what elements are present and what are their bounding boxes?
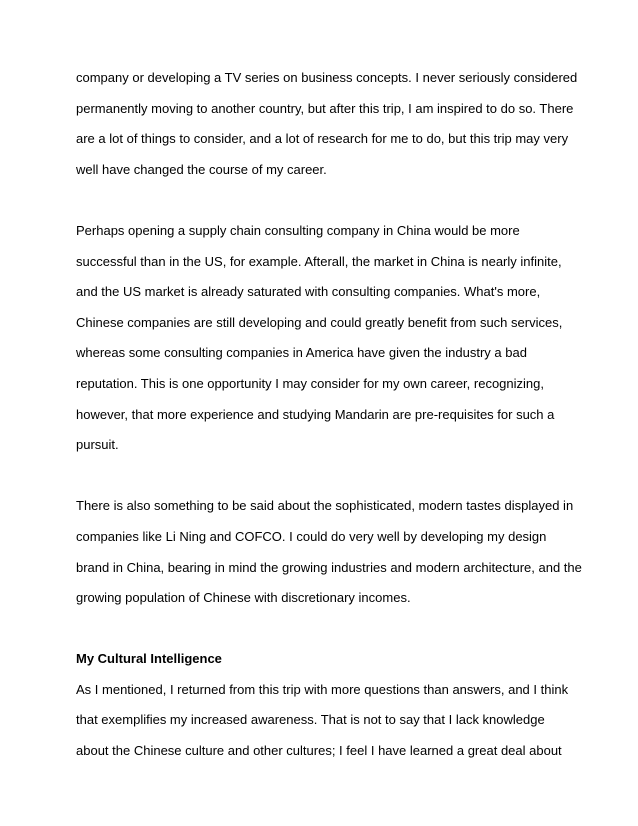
paragraph-spacer bbox=[76, 466, 576, 497]
text-line: There is also something to be said about the sophisticated, modern tastes displayed in bbox=[76, 498, 574, 514]
text-line: however, that more experience and studying Mandarin are pre-requisites for such a bbox=[76, 406, 555, 422]
paragraph-spacer bbox=[76, 619, 576, 650]
text-line: are a lot of things to consider, and a lot of research for me to do, but this trip may very bbox=[76, 131, 569, 147]
text-line: successful than in the US, for example. Afterall, the market in China is nearly infinite, bbox=[76, 253, 562, 269]
text-line: about the Chinese culture and other cultures; I feel I have learned a great deal about bbox=[76, 743, 562, 759]
text-line: Perhaps opening a supply chain consulting company in China would be more bbox=[76, 222, 520, 238]
text-line: growing population of Chinese with discretionary incomes. bbox=[76, 590, 411, 606]
paragraph-1 bbox=[76, 68, 576, 190]
text-line: and the US market is already saturated with consulting companies. What's more, bbox=[76, 284, 541, 300]
text-line: brand in China, bearing in mind the growing industries and modern architecture, and the bbox=[76, 559, 582, 575]
text-line: companies like Li Ning and COFCO. I could do very well by developing my design bbox=[76, 528, 547, 544]
paragraph-spacer bbox=[76, 190, 576, 221]
text-line: well have changed the course of my career. bbox=[76, 161, 327, 177]
paragraph-4 bbox=[76, 680, 576, 772]
text-line: permanently moving to another country, but after this trip, I am inspired to do so. There bbox=[76, 100, 574, 116]
text-line: pursuit. bbox=[76, 437, 119, 453]
text-line: As I mentioned, I returned from this trip with more questions than answers, and I think bbox=[76, 681, 569, 697]
paragraph-2 bbox=[76, 221, 576, 466]
text-line: whereas some consulting companies in America have given the industry a bad bbox=[76, 345, 527, 361]
text-line: company or developing a TV series on business concepts. I never seriously considered bbox=[76, 70, 578, 85]
text-line: Chinese companies are still developing and could greatly benefit from such services, bbox=[76, 314, 563, 330]
paragraph-3 bbox=[76, 496, 582, 618]
section-heading: My Cultural Intelligence bbox=[76, 651, 222, 667]
text-line: that exemplifies my increased awareness. That is not to say that I lack knowledge bbox=[76, 712, 545, 728]
document-body bbox=[76, 68, 582, 772]
text-line: reputation. This is one opportunity I may consider for my own career, recognizing, bbox=[76, 375, 544, 391]
